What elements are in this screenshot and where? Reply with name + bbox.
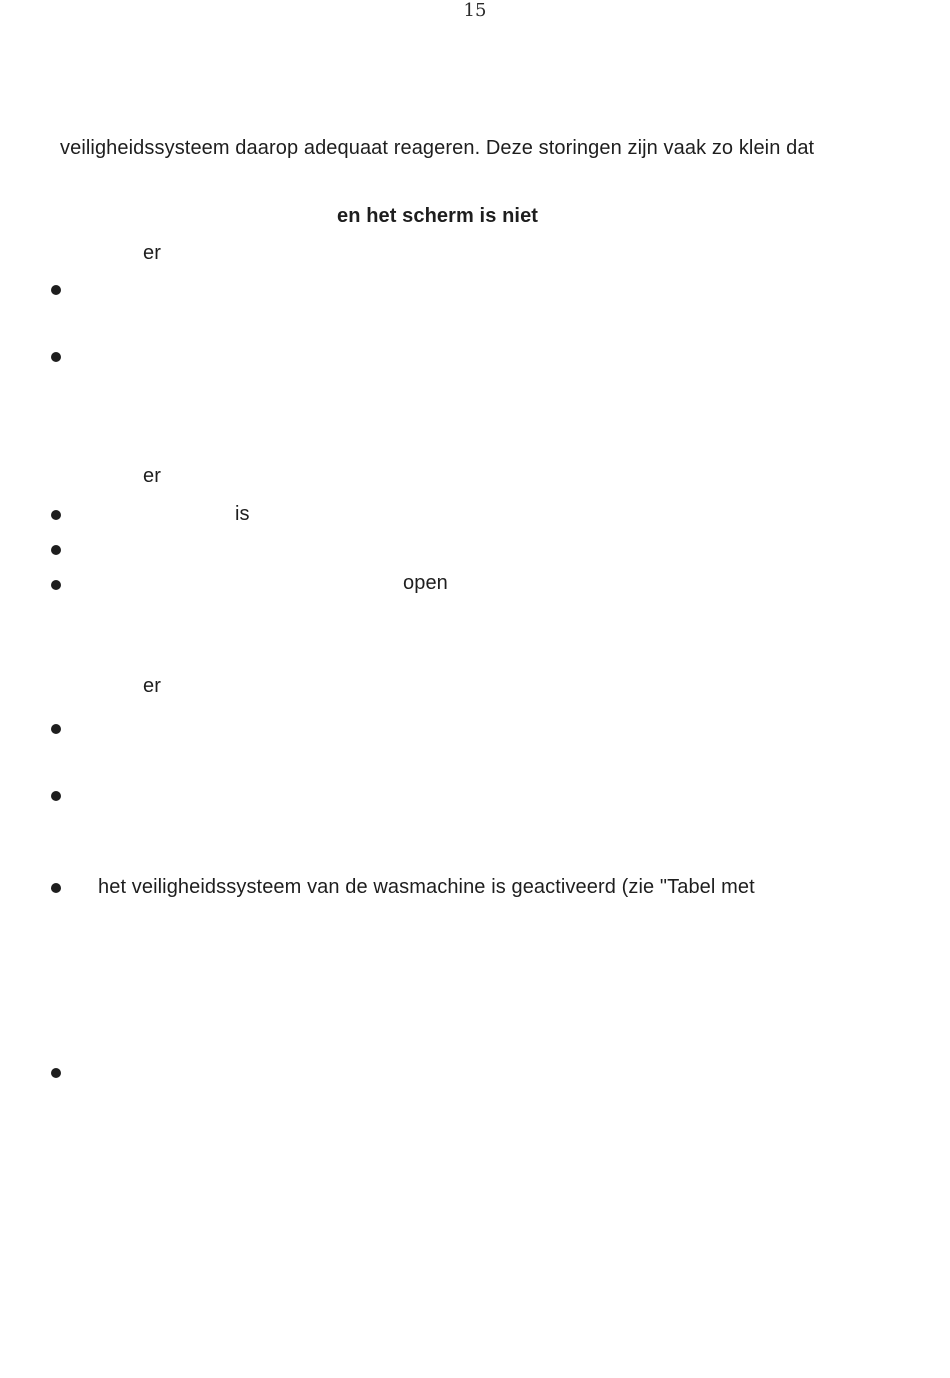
bullet-icon: [51, 352, 61, 362]
bullet-icon: [51, 285, 61, 295]
page-footer: [0, 0, 950, 22]
fragment-er-3: er: [143, 675, 161, 697]
bullet-icon: [51, 510, 61, 520]
bold-heading: en het scherm is niet: [337, 205, 539, 227]
bullet-icon: [51, 724, 61, 734]
bullet-icon: [51, 883, 61, 893]
intro-line: veiligheidssysteem daarop adequaat reageren. Deze storingen zijn vaak zo klein dat: [60, 137, 815, 159]
bullet-icon: [51, 580, 61, 590]
fragment-er-1: er: [143, 242, 161, 264]
bullet-icon: [51, 791, 61, 801]
fragment-er-2: er: [143, 465, 161, 487]
bullet-icon: [51, 1068, 61, 1078]
fragment-open: open: [403, 572, 448, 594]
bullet-icon: [51, 545, 61, 555]
page-number: 15: [463, 0, 487, 21]
fragment-is: is: [235, 503, 250, 525]
safety-bullet-text: het veiligheidssysteem van de wasmachine is geactiveerd (zie "Tabel met: [98, 876, 755, 898]
